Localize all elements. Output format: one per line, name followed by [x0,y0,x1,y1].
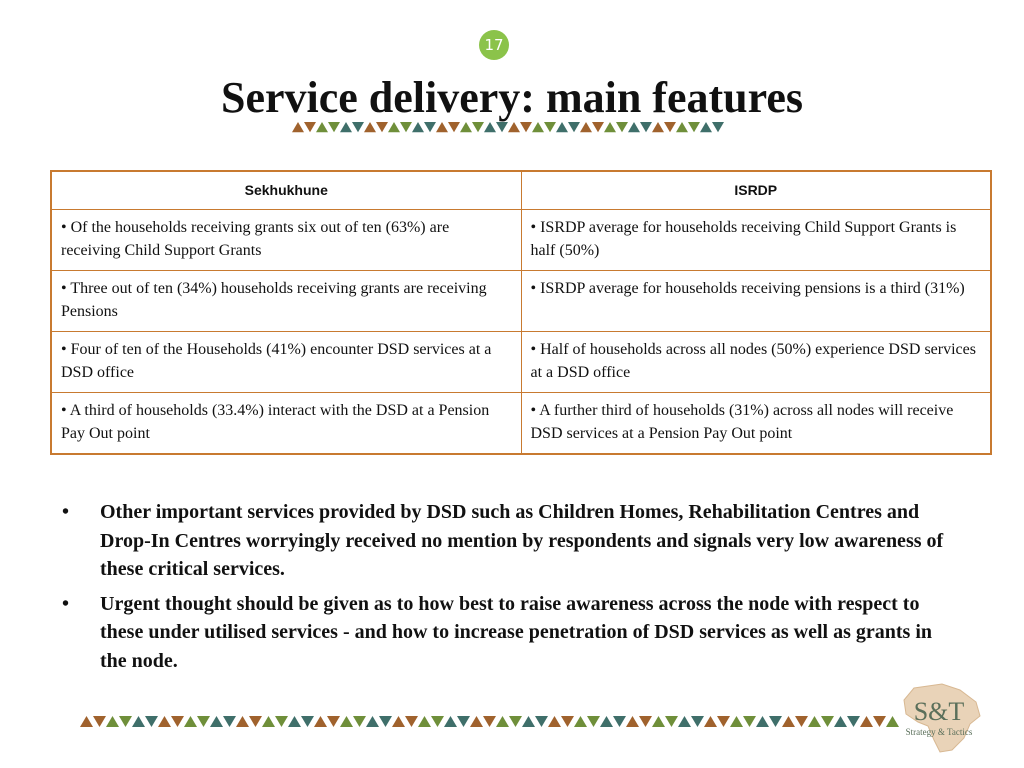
border-triangle [288,716,301,727]
bullet-text: Other important services provided by DSD such as Children Homes, Rehabilitation Centres and Drop-In Centres worryingly received no mention by respondents and signals very low awareness of these critical services. [100,501,944,580]
border-triangle [847,716,860,727]
border-triangle [366,716,379,727]
border-triangle [652,716,665,727]
border-triangle [613,716,626,727]
border-triangle [132,716,145,727]
border-triangle [301,716,314,727]
border-triangle [210,716,223,727]
border-triangle [730,716,743,727]
table-cell: • Three out of ten (34%) households receiving grants are receiving Pensions [51,271,521,332]
border-triangle [106,716,119,727]
border-triangle [444,716,457,727]
bullet-mark: • [62,592,70,615]
logo-brand: S&T [913,697,965,726]
border-triangle [535,716,548,727]
border-triangle [236,716,249,727]
border-triangle [626,716,639,727]
slide-title: Service delivery: main features [220,73,803,122]
border-triangle [821,716,834,727]
border-triangle [769,716,782,727]
border-triangle [782,716,795,727]
border-triangle [600,716,613,727]
table-cell: • Four of ten of the Households (41%) encounter DSD services at a DSD office [51,332,521,393]
border-triangle [184,716,197,727]
table-cell: • ISRDP average for households receiving Child Support Grants is half (50%) [521,210,991,271]
border-triangle [860,716,873,727]
border-triangle [717,716,730,727]
border-triangle [262,716,275,727]
border-triangle [522,716,535,727]
border-triangle [275,716,288,727]
border-triangle [327,716,340,727]
border-triangle [561,716,574,727]
border-triangle [470,716,483,727]
border-triangle [834,716,847,727]
border-triangle [457,716,470,727]
border-triangle [314,716,327,727]
column-header-sekhukhune: Sekhukhune [51,171,521,210]
bullet-text: Urgent thought should be given as to how best to raise awareness across the node with respect to these under utilised services - and how to increase penetration of DSD services as well as grants in the node. [100,592,932,672]
bullet-mark: • [62,501,70,523]
border-triangle [704,716,717,727]
border-triangle [340,716,353,727]
border-triangle [483,716,496,727]
slide-number: 17 [484,36,504,54]
border-triangle [418,716,431,727]
border-triangle [691,716,704,727]
table-cell: • A third of households (33.4%) interact with the DSD at a Pension Pay Out point [51,393,521,455]
border-triangle [145,716,158,727]
border-triangle [496,716,509,727]
border-triangle [431,716,444,727]
border-triangle [249,716,262,727]
border-triangle [379,716,392,727]
table-cell: • ISRDP average for households receiving pensions is a third (31%) [521,271,991,332]
border-triangle [392,716,405,727]
border-triangle [548,716,561,727]
border-triangle [353,716,366,727]
border-triangle [93,716,106,727]
border-triangle [795,716,808,727]
border-triangle [509,716,522,727]
border-triangle [158,716,171,727]
border-triangle [808,716,821,727]
column-header-isrdp: ISRDP [521,171,991,210]
border-triangle [665,716,678,727]
border-triangle [80,716,93,727]
border-triangle [405,716,418,727]
table-cell: • A further third of households (31%) across all nodes will receive DSD services at a Pension Pay Out point [521,393,991,455]
logo-tagline: Strategy & Tactics [905,727,973,737]
company-logo [884,680,994,755]
border-triangle [574,716,587,727]
table-cell: • Half of households across all nodes (50%) experience DSD services at a DSD office [521,332,991,393]
border-triangle [197,716,210,727]
border-triangle [678,716,691,727]
border-triangle [743,716,756,727]
border-triangle [756,716,769,727]
border-triangle [223,716,236,727]
table-cell: • Of the households receiving grants six out of ten (63%) are receiving Child Support Grants [51,210,521,271]
border-triangle [639,716,652,727]
border-triangle [587,716,600,727]
border-triangle [119,716,132,727]
border-triangle [171,716,184,727]
